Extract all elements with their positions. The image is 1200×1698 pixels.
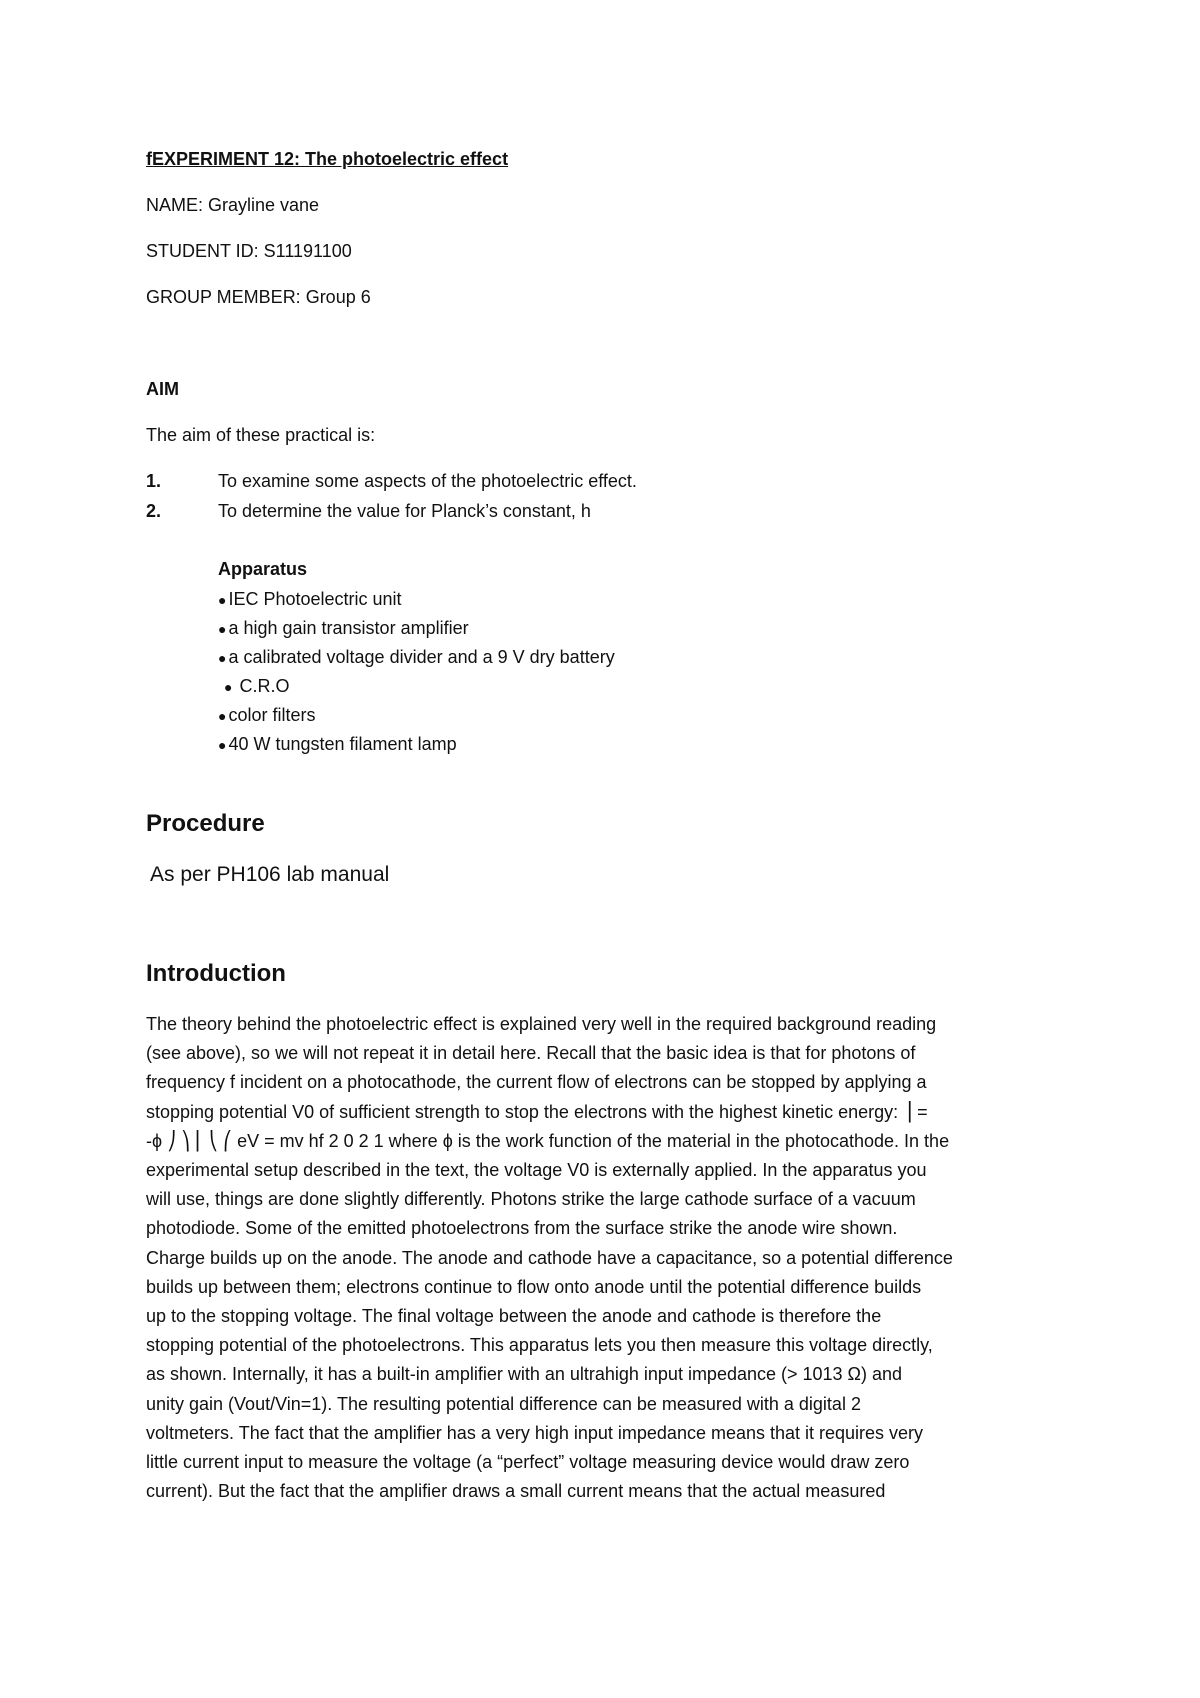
apparatus-item xyxy=(218,704,316,727)
paragraph-line: current). But the fact that the amplifier draws a small current means that the actual measured xyxy=(146,1481,886,1502)
bullet-icon: ● xyxy=(218,592,227,608)
apparatus-item-text: 40 W tungsten filament lamp xyxy=(228,734,457,754)
aim-list-item xyxy=(146,470,637,492)
paragraph-line: Charge builds up on the anode. The anode and cathode have a capacitance, so a potential difference xyxy=(146,1247,953,1268)
student-id: STUDENT ID: S11191100 xyxy=(146,241,352,261)
list-text: To determine the value for Planck’s constant, h xyxy=(218,501,591,521)
paragraph-line: builds up between them; electrons continue to flow onto anode until the potential difference builds xyxy=(146,1276,922,1297)
student-name: NAME: Grayline vane xyxy=(146,195,320,215)
apparatus-item xyxy=(218,646,615,669)
group-member: GROUP MEMBER: Group 6 xyxy=(146,287,371,307)
bullet-icon: ● xyxy=(224,679,233,695)
bullet-icon: ● xyxy=(218,737,227,753)
paragraph-line: unity gain (Vout/Vin=1). The resulting potential difference can be measured with a digital 2 xyxy=(146,1393,861,1414)
apparatus-item xyxy=(218,588,402,611)
list-text: To examine some aspects of the photoelectric effect. xyxy=(218,471,637,491)
apparatus-heading: Apparatus xyxy=(218,559,308,579)
apparatus-item-text: a high gain transistor amplifier xyxy=(228,618,469,638)
bullet-icon: ● xyxy=(218,650,227,666)
introduction-heading: Introduction xyxy=(146,960,286,987)
paragraph-line: The theory behind the photoelectric effect is explained very well in the required background reading xyxy=(146,1014,937,1034)
paragraph-line: will use, things are done slightly differently. Photons strike the large cathode surface of a vacuum xyxy=(146,1189,916,1210)
aim-intro: The aim of these practical is: xyxy=(146,425,376,445)
introduction-paragraph xyxy=(146,1010,1066,1506)
paragraph-line: -ϕ ⎠ ⎞ ⎜ ⎝ ⎛ eV = mv hf 2 0 2 1 where ϕ is the work function of the material in the photocathode. In the xyxy=(146,1130,950,1151)
apparatus-item-text: C.R.O xyxy=(234,676,290,696)
apparatus-item xyxy=(218,733,457,756)
list-number: 1. xyxy=(146,471,162,491)
paragraph-line: photodiode. Some of the emitted photoelectrons from the surface strike the anode wire shown. xyxy=(146,1218,898,1239)
paragraph-line: up to the stopping voltage. The final voltage between the anode and cathode is therefore the xyxy=(146,1306,882,1327)
paragraph-line: (see above), so we will not repeat it in detail here. Recall that the basic idea is that for photons of xyxy=(146,1043,916,1064)
aim-heading: AIM xyxy=(146,379,179,399)
apparatus-item-text: IEC Photoelectric unit xyxy=(228,589,402,609)
bullet-icon: ● xyxy=(218,708,227,724)
paragraph-line: stopping potential V0 of sufficient strength to stop the electrons with the highest kinetic energy: ⎟ = xyxy=(146,1101,928,1122)
paragraph-line: frequency f incident on a photocathode, the current flow of electrons can be stopped by applying a xyxy=(146,1072,927,1093)
apparatus-item-text: a calibrated voltage divider and a 9 V dry battery xyxy=(228,647,615,667)
list-number: 2. xyxy=(146,501,162,521)
paragraph-line: experimental setup described in the text, the voltage V0 is externally applied. In the apparatus you xyxy=(146,1160,927,1181)
aim-list-item xyxy=(146,500,591,522)
paragraph-line: voltmeters. The fact that the amplifier has a very high input impedance means that it requires very xyxy=(146,1422,924,1443)
procedure-text: As per PH106 lab manual xyxy=(150,863,390,886)
apparatus-item xyxy=(224,675,289,698)
apparatus-item xyxy=(218,617,469,640)
apparatus-item-text: color filters xyxy=(228,705,316,725)
procedure-heading: Procedure xyxy=(146,810,265,837)
bullet-icon: ● xyxy=(218,621,227,637)
document-title: fEXPERIMENT 12: The photoelectric effect xyxy=(146,149,509,169)
paragraph-line: as shown. Internally, it has a built-in amplifier with an ultrahigh input impedance (> 1013 Ω) and xyxy=(146,1364,903,1385)
paragraph-line: little current input to measure the voltage (a “perfect” voltage measuring device would draw zero xyxy=(146,1452,910,1473)
paragraph-line: stopping potential of the photoelectrons. This apparatus lets you then measure this voltage directly, xyxy=(146,1335,933,1356)
